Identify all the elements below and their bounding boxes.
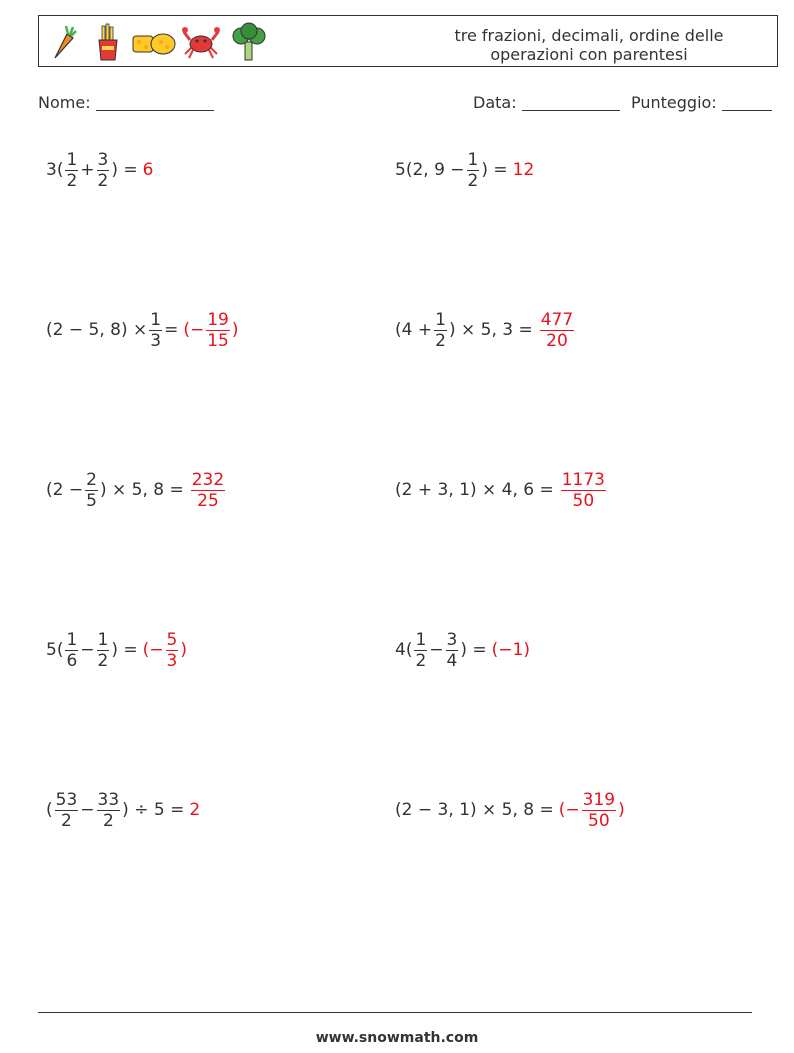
expr-text: ) × 5, 3 = <box>448 320 533 340</box>
footer-url[interactable]: www.snowmath.com <box>315 1030 479 1046</box>
numerator: 1 <box>467 149 479 170</box>
answer-suffix: ) <box>618 800 625 820</box>
numerator: 1 <box>66 629 78 650</box>
header-icons <box>47 22 277 62</box>
carrot-icon <box>47 22 77 62</box>
answer: (−1) <box>491 640 530 660</box>
answer-fraction <box>166 631 179 670</box>
title-line-2: operazioni con parentesi <box>490 45 688 64</box>
denominator: 3 <box>150 330 162 351</box>
denominator: 50 <box>572 490 595 511</box>
problem-2 <box>395 147 534 193</box>
denominator: 2 <box>467 170 479 191</box>
answer <box>559 471 608 510</box>
problem-1 <box>46 147 153 193</box>
numerator: 319 <box>582 789 616 810</box>
title-line-1: tre frazioni, decimali, ordine delle <box>454 26 724 45</box>
answer <box>189 471 227 510</box>
answer: 12 <box>512 160 535 180</box>
answer: 2 <box>189 800 201 820</box>
denominator: 5 <box>86 490 97 511</box>
answer-prefix: (− <box>558 800 580 820</box>
fraction <box>55 791 79 830</box>
numerator: 1 <box>66 149 78 170</box>
answer <box>143 631 187 670</box>
answer-fraction <box>582 791 616 830</box>
expr-text: (4 + <box>395 320 433 340</box>
answer-fraction <box>561 471 606 510</box>
score-blank[interactable] <box>722 94 772 111</box>
expr-text: 5( <box>46 640 64 660</box>
fraction <box>97 631 110 670</box>
expr-text: ) × 5, 8 = <box>99 480 184 500</box>
worksheet-title <box>399 26 779 64</box>
answer-fraction <box>206 311 230 350</box>
name-field[interactable] <box>38 93 214 112</box>
expr-text: − <box>80 800 95 820</box>
answer-prefix: (− <box>142 640 164 660</box>
expr-text: (2 − <box>46 480 84 500</box>
worksheet-header <box>38 15 778 67</box>
fraction <box>65 151 78 190</box>
expr-text: 5(2, 9 − <box>395 160 465 180</box>
denominator: 6 <box>66 650 78 671</box>
fraction <box>149 311 162 350</box>
denominator: 4 <box>446 650 458 671</box>
denominator: 2 <box>66 170 78 191</box>
problem-6 <box>395 467 608 513</box>
answer <box>559 791 625 830</box>
fraction <box>97 151 110 190</box>
answer-fraction <box>540 311 574 350</box>
denominator: 25 <box>197 490 219 511</box>
expr-text: = <box>164 320 179 340</box>
numerator: 33 <box>97 789 120 810</box>
expr-text: ) = <box>111 640 138 660</box>
expr-text: + <box>80 160 95 180</box>
numerator: 3 <box>446 629 458 650</box>
numerator: 5 <box>166 629 178 650</box>
numerator: 1173 <box>561 469 605 490</box>
numerator: 1 <box>97 629 109 650</box>
denominator: 15 <box>207 330 229 351</box>
answer-suffix: ) <box>180 640 187 660</box>
answer <box>183 311 238 350</box>
expr-text: 3( <box>46 160 64 180</box>
expr-text: 4( <box>395 640 413 660</box>
expr-text: ) = <box>460 640 487 660</box>
expr-text: − <box>429 640 444 660</box>
denominator: 50 <box>588 810 610 831</box>
expr-text: ( <box>46 800 53 820</box>
fraction <box>414 631 427 670</box>
problem-5 <box>46 467 227 513</box>
numerator: 232 <box>191 469 225 490</box>
denominator: 20 <box>546 330 568 351</box>
expr-text: − <box>80 640 95 660</box>
score-label: Punteggio: <box>631 93 717 112</box>
answer-fraction <box>191 471 225 510</box>
expr-text: ) = <box>481 160 508 180</box>
date-label: Data: <box>473 93 517 112</box>
fraction <box>65 631 78 670</box>
numerator: 3 <box>97 149 109 170</box>
answer: 6 <box>142 160 154 180</box>
expr-text: ) ÷ 5 = <box>122 800 185 820</box>
crab-icon <box>181 22 221 62</box>
answer-prefix: (− <box>183 320 205 340</box>
cheese-icon <box>131 22 177 62</box>
numerator: 477 <box>540 309 574 330</box>
answer-suffix: ) <box>231 320 239 340</box>
denominator: 2 <box>61 810 72 831</box>
numerator: 1 <box>435 309 446 330</box>
fraction <box>97 791 121 830</box>
footer-divider <box>38 1012 752 1013</box>
numerator: 1 <box>415 629 427 650</box>
expr-text: (2 − 5, 8) × <box>46 320 148 340</box>
fraction <box>467 151 480 190</box>
answer <box>538 311 576 350</box>
denominator: 2 <box>102 810 114 831</box>
denominator: 2 <box>415 650 427 671</box>
expr-text: (2 − 3, 1) × 5, 8 = <box>395 800 554 820</box>
denominator: 2 <box>97 650 109 671</box>
problem-10 <box>395 787 625 833</box>
expr-text: ) = <box>111 160 138 180</box>
fraction <box>446 631 459 670</box>
date-field[interactable] <box>473 93 620 112</box>
score-field[interactable] <box>631 93 772 112</box>
numerator: 2 <box>86 469 97 490</box>
name-blank[interactable] <box>96 94 214 111</box>
problem-7 <box>46 627 187 673</box>
fraction <box>434 311 447 350</box>
fries-icon <box>93 22 123 62</box>
problem-9 <box>46 787 200 833</box>
numerator: 53 <box>55 789 78 810</box>
name-label: Nome: <box>38 93 91 112</box>
expr-text: (2 + 3, 1) × 4, 6 = <box>395 480 554 500</box>
problem-3 <box>46 307 238 353</box>
numerator: 1 <box>150 309 162 330</box>
denominator: 2 <box>97 170 109 191</box>
problem-4 <box>395 307 576 353</box>
numerator: 19 <box>207 309 229 330</box>
fraction <box>85 471 98 510</box>
broccoli-icon <box>231 22 267 62</box>
date-blank[interactable] <box>522 94 620 111</box>
problem-8 <box>395 627 530 673</box>
denominator: 2 <box>435 330 446 351</box>
denominator: 3 <box>166 650 178 671</box>
